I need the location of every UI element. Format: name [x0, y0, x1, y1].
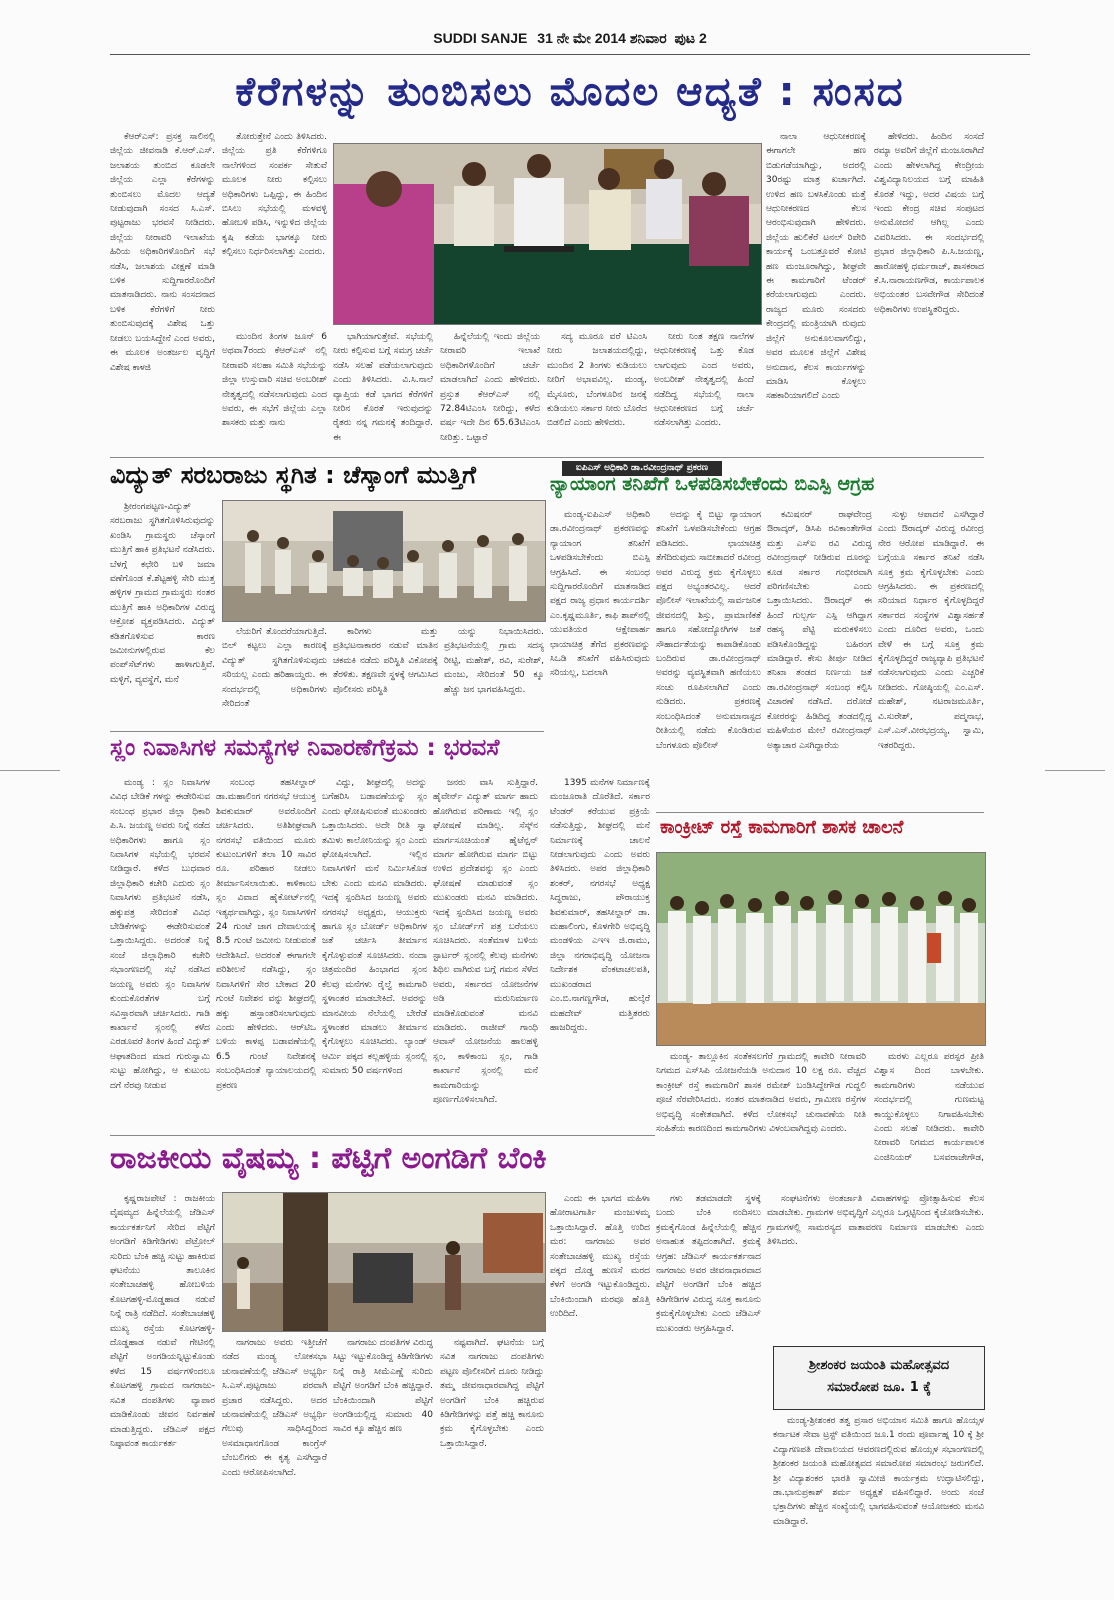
- story3-column-2: ಅದನ್ನು ಕೈ ಬಿಟ್ಟು ನ್ಯಾಯಾಂಗ ತನಿಖೆಗೆ ಒಳಪಡಿಸಬೇಕೆಂದು ಆಗ್ರಹ ಪಡಿಸಿದರು. ಛಾಯಾಚಿತ್ರ ತೆಗೆದಿರುವುದು ಸಾಬೀತಾದರೆ ರವೀಂದ್ರ ಅವರ ವಿರುದ್ಧ ಕ್ರಮ ಕೈಗೊಳ್ಳಲು ಪಕ್ಷದ ಅಭ್ಯಂತರವಿಲ್ಲ. ಆದರೆ ಪೊಲೀಸ್ ಇಲಾಖೆಯಲ್ಲಿ ಸಾರ್ವಜನಿಕ ಜೀವನದಲ್ಲಿ ಶಿಸ್ತು, ಪ್ರಾಮಾಣಿಕತೆ ಹಾಗೂ ಸಹೋದ್ಯೋಗಿಗಳ ಜತೆ ಸೌಹಾರ್ದತೆಯನ್ನು ಕಾಪಾಡಿಕೊಂಡು ಬಂದಿರುವ ಡಾ.ರವೀಂದ್ರನಾಥ್ ಅವರನ್ನು ವ್ಯವಸ್ಥಿತವಾಗಿ ಹಣಿಯಲು ಸಂಚು ರೂಪಿಸಲಾಗಿದೆ ಎಂದು ನುಡಿದರು. ಪ್ರಕರಣಕ್ಕೆ ಸಂಬಂಧಿಸಿದಂತೆ ಅನುಮಾನಾಸ್ಪದ ರೀತಿಯಲ್ಲಿ ನಡೆದು ಕೊಂಡಿರುವ ಬೆಂಗಳೂರು ಪೊಲೀಸ್: [656, 510, 761, 751]
- masthead-rule: [110, 54, 1030, 55]
- story3-column-1: ಮಂಡ್ಯ-ಐಪಿಎಸ್ ಅಧಿಕಾರಿ ಡಾ.ರವೀಂದ್ರನಾಥ್ ಪ್ರಕರಣವನ್ನು ನ್ಯಾಯಾಂಗ ತನಿಖೆಗೆ ಒಳಪಡಿಸಬೇಕೆಂದು ಬಿಎಸ್ಪಿ ಆಗ್ರಹಿಸಿದೆ. ಈ ಸಂಬಂಧ ಸುದ್ದಿಗಾರರೊಂದಿಗೆ ಮಾತನಾಡಿದ ಪಕ್ಷದ ರಾಜ್ಯ ಪ್ರಧಾನ ಕಾರ್ಯದರ್ಶಿ ಎಂ.ಕೃಷ್ಣಮೂರ್ತಿ, ಕಾಫಿ ಶಾಪ್‌ನಲ್ಲಿ ಯುವತಿಯರ ಆಕ್ಷೇಪಾರ್ಹ ಛಾಯಾಚಿತ್ರ ತೆಗೆದ ಪ್ರಕರಣವನ್ನು ಸಿಒಡಿ ತನಿಖೆಗೆ ವಹಿಸಿರುವುದು ಸರಿಯಲ್ಲ, ಬದಲಾಗಿ: [550, 510, 650, 679]
- story6-column-5: ಎಂದು ಈ ಭಾಗದ ಮಹಿಳಾ ಹೋರಾಟಗಾರ್ತಿ ಮಂಜುಳಮ್ಮ ಒತ್ತಾಯಿಸಿದ್ದಾರೆ. ಹೊತ್ತಿ ಉರಿದ ಮರ: ನಾಗರಾಜು ಅವರ ಸಂತೇಬಾಚಹಳ್ಳಿ ಮುಖ್ಯ ರಸ್ತೆಯ ಪಕ್ಕದ ದೊಡ್ಡ ಹುಣಸೆ ಮರದ ಕೆಳಗೆ ಅಂಗಡಿ ಇಟ್ಟುಕೊಂಡಿದ್ದರು. ಬೆಂಕಿಯಿಂದಾಗಿ ಮರವೂ ಹೊತ್ತಿ ಉರಿದಿದೆ.: [550, 1194, 650, 1320]
- story1-column-2: ತೋರುತ್ತೇನೆ ಎಂದು ತಿಳಿಸಿದರು. ಜಿಲ್ಲೆಯ ಪ್ರತಿ ಕೆರೆಗಳಿಗೂ ನಾಲೆಗಳಿಂದ ಸಂಪರ್ಕ ಸೇತುವೆ ಮೂಲಕ ನೀರು ಕಲ್ಪಿಸಲು ಅಧಿಕಾರಿಗಳು ಒಪ್ಪಿದ್ದು, ಈ ಹಿಂದಿನ ಬಿಸಿಲು ಸಭೆಯಲ್ಲಿ ಮಳವಳ್ಳಿ ಹೋಬಳಿ ಪಡಿಸಿ, ಇನ್ನುಳಿದ ಜಿಲ್ಲೆಯ ಕೃಷಿ ಕಡೆಯ ಭಾಗಕ್ಕೂ ನೀರು ಕಲ್ಪಿಸಲು ನಿರ್ಧರಿಸಲಾಗಿತ್ತು ಎಂದರು.: [222, 132, 327, 258]
- story1-column-5: ಸದ್ಯ ಮೂರೂ ವರೆ ಟಿಎಂಸಿ ನೀರು ಜಲಾಶಯದಲ್ಲಿದ್ದು, ಮುಂದಿನ 2 ತಿಂಗಳು ಕುಡಿಯಲು ನೀರಿಗೆ ಅಭಾವವಿಲ್ಲ. ಮಂಡ್ಯ, ಮೈಸೂರು, ಬೆಂಗಳೂರಿನ ಜನಕ್ಕೆ ಕುಡಿಯಲು ಸರ್ಕಾರ ನೀರು ಬೊರೆದ ಬಿಡಲಿದೆ ಎಂದು ಹೇಳಿದರು.: [547, 332, 647, 429]
- paper-name: SUDDI SANJE: [433, 30, 528, 46]
- burnt-shop-photo: [222, 1192, 546, 1332]
- story1-column-6: ನೀರು ನಿಂತ ತಕ್ಷಣ ನಾಲೆಗಳ ಆಧುನೀಕರಣಕ್ಕೆ ಒತ್ತು ಕೊಡ ಲಾಗುವುದು ಎಂದ ಅವರು, ಅಂಬರೀಶ್ ನೇತೃತ್ವದಲ್ಲಿ ಹಿಂದೆ ನಡೆದಿದ್ದ ಸಭೆಯಲ್ಲಿ ನಾಲಾ ಆಧುನೀಕರಣದ ಬಗ್ಗೆ ಚರ್ಚೆ ನಡೆಸಲಾಗಿತ್ತು ಎಂದರು.: [654, 332, 754, 429]
- right-margin-rule: [1045, 770, 1105, 771]
- story4-column-2: ಸಂಬಂಧ ತಹಸೀಲ್ದಾರ್ ಡಾ.ಮಹಾಲಿಂಗ ನಗರಸಭೆ ಆಯುಕ್ತ ಶಿವಕುಮಾರ್ ಅವರೊಂದಿಗೆ ಚರ್ಚಿಸಿದರು. ಅತಿಶೀಘ್ರವಾಗಿ ನಗರಸಭೆ ವತಿಯಿಂದ ಮೂರು ಕುಟುಂಬಗಳಿಗೆ ತಲಾ 10 ಸಾವಿರ ರೂ. ಪರಿಹಾರ ನೀಡಲು ತೀರ್ಮಾನಿಸಲಾಯಿತು. ಕಾಳಿಕಾಂಬ ಸ್ಲಂ ವಿವಾದ ಹೈಕೋರ್ಟ್‌ನಲ್ಲಿ ಇತ್ಯರ್ಥವಾಗಿದ್ದು, ಸ್ಲಂ ನಿವಾಸಿಗಳಿಗೆ 24 ಗುಂಟೆ ಜಾಗ ದೇವಾಲಯಕ್ಕೆ 8.5 ಗುಂಟೆ ಜಮೀನು ನೀಡುವಂತೆ ಆದೇಶಿಸಿದೆ. ಅದರಂತೆ ಈಗಾಗಲೇ ಪರಿಶೀಲನೆ ನಡೆಸಿದ್ದು, ಸ್ಲಂ ನಿವಾಸಿಗಳಿಗೆ ಸೇರ ಬೇಕಾದ 20 ಗುಂಟೆ ನಿವೇಶನ ವನ್ನು ಶೀಘ್ರದಲ್ಲಿ ಹಕ್ಕು ಹಸ್ತಾಂತರಿಸಲಾಗುವುದು ಎಂದು ಹೇಳಿದರು. ಆರ್‌ಟಿಒ ಬಳಿಯ ಕಾಳಪ್ಪ ಬಡಾವಣೆಯಲ್ಲಿ 6.5 ಗುಂಟೆ ನಿವೇಶನಕ್ಕೆ ಸಂಬಂಧಿಸಿದಂತೆ ನ್ಯಾಯಾಲಯದಲ್ಲಿ ಪ್ರಕರಣ: [216, 778, 316, 1091]
- story1-column-7: ನಾಲಾ ಆಧುನೀಕರಣಕ್ಕೆ ಈಗಾಗಲೇ ಹಣ ಬಿಡುಗಡೆಯಾಗಿದ್ದು, ಅದರಲ್ಲಿ 30ರಷ್ಟು ಮಾತ್ರ ಖರ್ಚಾಗಿದೆ. ಉಳಿದ ಹಣ ಬಳಸಿಕೊಂಡು ಮತ್ತೆ ಆಧುನೀಕರಣದ ಕೆಲಸ ಆರಂಭಿಸುವುದಾಗಿ ಹೇಳಿದರು. ಜಿಲ್ಲೆಯ ಹುಲಿಕೆರೆ ಟನಲ್ ರಿಪೇರಿ ಕಾರ್ಯಕ್ಕೆ ಒಂಬತ್ತೂವರೆ ಕೋಟಿ ಹಣ ಮಂಜೂರಾಗಿದ್ದು, ಶೀಘ್ರವೇ ಈ ಕಾಮಗಾರಿಗೆ ಟೆಂಡರ್ ಕರೆಯಲಾಗುವುದು ಎಂದರು. ರಾಜ್ಯದ ಮೂರು ಸಂಸದರು ಕೇಂದ್ರದಲ್ಲಿ ಮಂತ್ರಿಯಾಗಿ ರುವುದು ಜಿಲ್ಲೆಗೆ ಅನುಕೂಲವಾಗಲಿದ್ದು, ಅವರ ಮೂಲಕ ಜಿಲ್ಲೆಗೆ ವಿಶೇಷ ಅನುದಾನ, ಕೆಲಸ ಕಾರ್ಯಗಳನ್ನು ಮಾಡಿಸಿ ಕೊಳ್ಳಲು ಸಹಕಾರಿಯಾಗಲಿದೆ ಎಂದು: [766, 132, 866, 402]
- masthead: [110, 30, 1030, 52]
- story3-kicker: ಐಪಿಎಸ್ ಅಧಿಕಾರಿ ಡಾ.ರವೀಂದ್ರನಾಥ್ ಪ್ರಕರಣ: [562, 461, 722, 476]
- press-meet-photo: [333, 143, 762, 325]
- story1-column-4: ಹಿನ್ನೆಲೆಯಲ್ಲಿ ಇಂದು ಜಿಲ್ಲೆಯ ನೀರಾವರಿ ಇಲಾಖೆ ಅಧಿಕಾರಿಗಳೊಂದಿಗೆ ಚರ್ಚೆ ಮಾಡಲಾಗಿದೆ ಎಂದು ಹೇಳಿದರು. ಪ್ರಸ್ತುತ ಕೆಆರ್‌ಎಸ್ ನಲ್ಲಿ 72.84ಟಿಎಂಸಿ ನೀರಿದ್ದು, ಕಳೆದ ವರ್ಷ ಇದೇ ದಿನ 65.63ಟಿಎಂಸಿ ನೀರಿತ್ತು. ಒಟ್ಟಾರೆ: [440, 332, 540, 443]
- story6-column-6: ಗಳು ತಡಮಾಡದೇ ಸ್ಥಳಕ್ಕೆ ಬಂದು ಬೆಂಕಿ ನಂದಿಸಲು ಕ್ರಮಕೈಗೊಂಡ ಹಿನ್ನೆಲೆಯಲ್ಲಿ ಹೆಚ್ಚಿನ ಅನಾಹುತ ತಪ್ಪಿದಂತಾಗಿದೆ. ಕ್ರಮಕ್ಕೆ ಆಗ್ರಹ: ಜೆಡಿಎಸ್ ಕಾರ್ಯಕರ್ತನಾದ ನಾಗರಾಜು ಅವರ ಜೀವನಾಧಾರವಾದ ಪೆಟ್ಟಿಗೆ ಅಂಗಡಿಗೆ ಬೆಂಕಿ ಹಚ್ಚಿದ ಕಿಡಿಗೇಡಿಗಳ ವಿರುದ್ಧ ಸೂಕ್ತ ಕಾನೂನು ಕ್ರಮಕೈಗೊಳ್ಳಬೇಕು ಎಂದು ಜೆಡಿಎಸ್ ಮುಖಂಡರು ಆಗ್ರಹಿಸಿದ್ದಾರೆ.: [656, 1194, 761, 1334]
- story3-headline: ನ್ಯಾಯಾಂಗ ತನಿಖೆಗೆ ಒಳಪಡಿಸಬೇಕೆಂದು ಬಿಎಸ್ಪಿ ಆಗ್ರಹ: [550, 474, 875, 495]
- story1-column-3: ಭಾಗಿಯಾಗುತ್ತೇವೆ. ಸಭೆಯಲ್ಲಿ ನೀರು ಕಲ್ಪಿಸುವ ಬಗ್ಗೆ ಸಮಗ್ರ ಚರ್ಚೆ ನಡೆಸಿ ಸಲಹೆ ಪಡೆಯಲಾಗುವುದು ಎಂದು ತಿಳಿಸಿದರು. ವಿ.ಸಿ.ನಾಲೆ ವ್ಯಾಪ್ತಿಯ ಕಡೆ ಭಾಗದ ಕೆರೆಗಳಿಗೆ ನೀರಿನ ಕೊರತೆ ಇರುವುದನ್ನು ರೈತರು ನನ್ನ ಗಮನಕ್ಕೆ ತಂದಿದ್ದಾರೆ. ಈ: [333, 332, 433, 443]
- story2-column-3: ಕಾರಿಗಳು ಮತ್ತು ಪ್ರತಿಭಟನಾಕಾರರ ನಡುವೆ ಮಾತಿನ ಚಕಮಕಿ ನಡೆದು ಪರಿಸ್ಥಿತಿ ವಿಕೋಪಕ್ಕೆ ತೆರಳಿತು. ತಕ್ಷಣವೇ ಸ್ಥಳಕ್ಕೆ ಆಗಮಿಸಿದ ಪೊಲೀಸರು ಪರಿಸ್ಥಿತಿ: [333, 627, 438, 695]
- story6-column-7: ಸಂಘಟನೆಗಳು ಅಂತರ್ಜಾತಿ ವಿವಾಹಗಳನ್ನು ಪ್ರೋತ್ಸಾಹಿಸುವ ಕೆಲಸ ಮಾಡಬೇಕು. ಗ್ರಾಮಗಳ ಅಭಿವೃದ್ಧಿಗೆ ಎಲ್ಲರೂ ಒಗ್ಗಟ್ಟಿನಿಂದ ಕೈಜೋಡಿಸಬೇಕು. ಗ್ರಾಮಗಳಲ್ಲಿ ಸಾಮರಸ್ಯದ ವಾತಾವರಣ ನಿರ್ಮಾಣ ಮಾಡಬೇಕು ಎಂದು ತಿಳಿಸಿದರು.: [767, 1194, 984, 1248]
- divider-1: [110, 457, 984, 458]
- story4-column-3: ವಿದ್ದು, ಶೀಘ್ರದಲ್ಲಿ ಅದನ್ನು ಬಗೆಹರಿಸಿ ಬಡಾವಣೆಯನ್ನು ಸ್ಲಂ ಎಂದು ಘೋಷಿಸುವಂತೆ ಮುಖಂಡರು ಒತ್ತಾಯಿಸಿದರು. ಅದೇ ರೀತಿ ಸ್ವಾ ತಮಿಳು ಕಾಲೋನಿಯನ್ನು ಸ್ಲಂ ಎಂದು ಘೋಷಿಸಲಾಗಿದೆ. ಇಲ್ಲಿನ ನಿವಾಸಿಗಳಿಗೆ ಮನೆ ನಿರ್ಮಿಸಿಕೊಡ ಬೇಕು ಎಂದು ಮನವಿ ಮಾಡಿದರು. ಇದಕ್ಕೆ ಸ್ಪಂದಿಸಿದ ಜಯಣ್ಣ ಅವರು ನಗರಸಭೆ ಅಧ್ಯಕ್ಷರು, ಆಯುಕ್ತರು ಹಾಗೂ ಸ್ಲಂ ಬೋರ್ಡ್ ಅಧಿಕಾರಿಗಳ ಜತೆ ಚರ್ಚಿಸಿ ತೀರ್ಮಾನ ಕೈಗೊಳ್ಳುವಂತೆ ಸೂಚಿಸಿದರು. ನಂದಾ ಚಿತ್ರಮಂದಿರ ಹಿಂಭಾಗದ ಸ್ಲಂನ ಕೆಲವು ಮನೆಗಳು ರೈಲ್ವೆ ಕಾಮಗಾರಿ ಸ್ಥಳಾಂತರ ಮಾಡಬೇಕಿದೆ. ಅವರನ್ನು ಮಾನವೀಯ ನೆಲೆಯಲ್ಲಿ ಬೇರೆಡೆ ಸ್ಥಳಾಂತರ ಮಾಡಲು ತೀರ್ಮಾನ ಕೈಗೊಳ್ಳಲು ಸೂಚಿಸಿದರು. ಲ್ಯಾಂಡ್ ಆರ್ಮಿ ಪಕ್ಕದ ಕಲ್ಲಹಳ್ಳಿಯ ಸ್ಲಂನಲ್ಲಿ ಸುಮಾರು 50 ವರ್ಷಗಳಿಂದ: [322, 778, 427, 1077]
- story6-column-1: ಕೃಷ್ಣರಾಜಪೇಟೆ : ರಾಜಕೀಯ ವೈಷಮ್ಯದ ಹಿನ್ನೆಲೆಯಲ್ಲಿ ಜೆಡಿಎಸ್ ಕಾರ್ಯಕರ್ತನಿಗೆ ಸೇರಿದ ಪೆಟ್ಟಿಗೆ ಅಂಗಡಿಗೆ ಕಿಡಿಗೇಡಿಗಳು ಪೆಟ್ರೋಲ್ ಸುರಿದು ಬೆಂಕಿ ಹಚ್ಚಿ ಸುಟ್ಟು ಹಾಕಿರುವ ಘಟನೆಯು ತಾಲೂಕಿನ ಸಂತೇಬಾಚಹಳ್ಳಿ ಹೋಬಳಿಯ ಕೊಟಗಹಳ್ಳಿ-ಮೊಡ್ಡಹಾಡ ನಡುವೆ ನಿನ್ನೆ ರಾತ್ರಿ ನಡೆದಿದೆ. ಸಂತೇಬಾಚಹಳ್ಳಿ ಮುಖ್ಯ ರಸ್ತೆಯ ಕೊಟಗಹಳ್ಳಿ-ದೊಡ್ಡಹಾಡ ನಡುವೆ ಗೇಟಿನಲ್ಲಿ ಪೆಟ್ಟಿಗೆ ಅಂಗಡಿಯನ್ನಿಟ್ಟುಕೊಂಡು ಕಳೆದ 15 ವರ್ಷಗಳಿಂದಲೂ ಕೊಟಗಹಳ್ಳಿ ಗ್ರಾಮದ ನಾಗರಾಜು-ಸವಿತ ದಂಪತಿಗಳು ವ್ಯಾಪಾರ ಮಾಡಿಕೊಂಡು ಜೀವನ ನಿರ್ವಹಣೆ ಮಾಡುತ್ತಿದ್ದರು. ಜೆಡಿಎಸ್ ಪಕ್ಷದ ನಿಷ್ಠಾವಂತ ಕಾರ್ಯಕರ್ತ: [110, 1194, 215, 1449]
- story5-headline: ಕಾಂಕ್ರೀಟ್ ರಸ್ತೆ ಕಾಮಗಾರಿಗೆ ಶಾಸಕ ಚಾಲನೆ: [660, 818, 904, 838]
- page-number: ಪುಟ 2: [674, 30, 707, 46]
- story1-column-1: ಕೆಆರ್‌ಎಸ್: ಪ್ರಸಕ್ತ ಸಾಲಿನಲ್ಲಿ ಜಿಲ್ಲೆಯ ಜೀವನಾಡಿ ಕೆ.ಆರ್.ಎಸ್. ಜಲಾಶಯ ತುಂಬಿದ ಕೂಡಲೇ ಜಿಲ್ಲೆಯ ಎಲ್ಲಾ ಕೆರೆಗಳನ್ನು ತುಂಬಿಸಲು ಮೊದಲ ಆದ್ಯತೆ ನೀಡುವುದಾಗಿ ಸಂಸದ ಸಿ.ಎಸ್. ಪುಟ್ಟರಾಜು ಭರವಸೆ ನೀಡಿದರು. ಜಿಲ್ಲೆಯ ನೀರಾವರಿ ಇಲಾಖೆಯ ಹಿರಿಯ ಅಧಿಕಾರಿಗಳೊಂದಿಗೆ ಸಭೆ ನಡೆಸಿ, ಜಲಾಶಯ ವೀಕ್ಷಣೆ ಮಾಡಿ ಬಳಿಕ ಸುದ್ದಿಗಾರರೊಂದಿಗೆ ಮಾತನಾಡಿದರು. ನಾನು ಸಂಸದನಾದ ಬಳಿಕ ಕೆರೆಗಳಿಗೆ ನೀರು ತುಂಬಿಸುವುದಕ್ಕೆ ವಿಶೇಷ ಒತ್ತು ನೀಡಲು ಬಯಸಿದ್ದೇನೆ ಎಂದ ಅವರು, ಈ ಮೂಲಕ ಅಂತರ್ಜಲ ವೃದ್ಧಿಗೆ ವಿಶೇಷ ಕಾಳಜಿ: [110, 132, 215, 373]
- story2-column-1: ಶ್ರೀರಂಗಪಟ್ಟಣ-ವಿದ್ಯುತ್ ಸರಬರಾಜು ಸ್ಥಗಿತಗೊಳಿಸಿರುವುದನ್ನು ಖಂಡಿಸಿ ಗ್ರಾಮಸ್ಥರು ಚೆಸ್ಕಾಂಗೆ ಮುತ್ತಿಗೆ ಹಾಕಿ ಪ್ರತಿಭಟನೆ ನಡೆಸಿದರು. ಬೆಳಗ್ಗೆ ಕಛೇರಿ ಬಳಿ ಜಮಾ ವಣೆಗೊಂಡ ಕೆ.ಶೆಟ್ಟಹಳ್ಳಿ ಸೇರಿ ಮುತ್ತ ಹಳ್ಳಿಗಳ ಗ್ರಾಮದ ಗ್ರಾಮಸ್ಥರು ನಂತರ ಮುತ್ತಿಗೆ ಹಾಕಿ ಅಧಿಕಾರಿಗಳ ವಿರುದ್ಧ ಆಕ್ರೋಶ ವ್ಯಕ್ತಪಡಿಸಿದರು. ವಿದ್ಯುತ್ ಕಡಿತಗೊಳಿಸುವ ಕಾರಣ ಜಮೀನುಗಳಲ್ಲಿರುವ ಕೆಲ ಪಂಪ್‌ಸೆಟ್‌ಗಳು ಹಾಳಾಗುತ್ತಿವೆ. ಮಳ್ಳಿಗೆ, ವ್ಯವಸ್ಥೆಗೆ, ಮನೆ: [110, 502, 215, 685]
- issue-date: 31 ನೇ ಮೇ 2014 ಶನಿವಾರ: [537, 30, 667, 46]
- story4-column-5: 1395 ಮನೆಗಳ ನಿರ್ಮಾಣಕ್ಕೆ ಮಂಜೂರಾತಿ ದೊರೆತಿದೆ. ಸರ್ಕಾರ ಟೆಂಡರ್ ಕರೆಯುವ ಪ್ರಕ್ರಿಯೆ ನಡೆಸುತ್ತಿದ್ದು, ಶೀಘ್ರದಲ್ಲಿ ಮನೆ ನಿರ್ಮಾಣಕ್ಕೆ ಚಾಲನೆ ನೀಡಲಾಗುವುದು ಎಂದು ಅವರು ತಿಳಿಸಿದರು. ಅಪರ ಜಿಲ್ಲಾಧಿಕಾರಿ ಶಂಕರ್, ನಗರಸಭೆ ಅಧ್ಯಕ್ಷ ಸಿದ್ಧರಾಜು, ಪೌರಾಯುಕ್ತ ಶಿವಕುಮಾರ್, ತಹಸೀಲ್ದಾರ್ ಡಾ. ಮಹಾಲಿಂಗು, ಕೊಳಗೇರಿ ಅಭಿವೃದ್ಧಿ ಮಂಡಳಿಯ ಎಇಇ ಜಿ.ರಾಮು, ಜಿಲ್ಲಾ ನಗರಾಭಿವೃದ್ಧಿ ಯೋಜನಾ ನಿರ್ದೇಶಕ ವೆಂಕಟಾಚಲಪತಿ, ಮುಖಂಡರಾದ ಎಂ.ಬಿ.ನಾಗಣ್ಣಗೌಡ, ಹುಲ್ಕೆರೆ ಮಹದೇವ್ ಮತ್ತಿತರರು ಹಾಜರಿದ್ದರು.: [550, 778, 650, 1033]
- road-work-photo: [656, 852, 986, 1046]
- divider-3: [656, 812, 984, 813]
- story1-column-8: ಹೇಳಿದರು. ಹಿಂದಿನ ಸಂಸದೆ ರಮ್ಯಾ ಅವರಿಗೆ ಜಿಲ್ಲೆಗೆ ಮಂಜೂರಾಗಿದೆ ಎಂದು ಹೇಳಲಾಗಿದ್ದ ಕೇಂದ್ರೀಯ ವಿಶ್ವವಿದ್ಯಾನಿಲಯದ ಬಗ್ಗೆ ಮಾಹಿತಿ ಕೊರತೆ ಇದ್ದು, ಅದರ ವಿಷಯ ಬಗ್ಗೆ ಇಂದು ಕೇಂದ್ರ ಸಚಿವ ಸಂಪುಟದ ಅನುಮೋದನೆ ಆಗಿಲ್ಲ ಎಂದು ವಿವರಿಸಿದರು. ಈ ಸಂದರ್ಭದಲ್ಲಿ ಪ್ರಭಾರ ಜಿಲ್ಲಾಧಿಕಾರಿ ಪಿ.ಸಿ.ಜಯಣ್ಣ, ಹಾರೋಹಳ್ಳಿ ಧರ್ಮರಾಜ್, ಶಾಸಕರಾದ ಕೆ.ಸಿ.ನಾರಾಯಣಗೌಡ, ಕಾರ್ಯಪಾಲಕ ಅಭಿಯಂತರ ಬಸವೇಗೌಡ ಸೇರಿದಂತೆ ಅಧಿಕಾರಿಗಳು ಉಪಸ್ಥಿತರಿದ್ದರು.: [874, 132, 984, 315]
- story3-column-4: ಸುಳ್ಳು ಆಪಾದನೆ ಎಸಗಿದ್ದಾರೆ ಎಂದು ಔರಾದ್ಕರ್ ವಿರುದ್ಧ ರವೀಂದ್ರ ನೇರ ಆರೋಪ ಮಾಡಿದ್ದಾರೆ. ಈ ಬಗ್ಗೆಯೂ ಸರ್ಕಾರ ತನಿಖೆ ನಡೆಸಿ ಸೂಕ್ತ ಕ್ರಮ ಕೈಗೊಳ್ಳಬೇಕು ಎಂದು ಆಗ್ರಹಿಸಿದರು. ಈ ಪ್ರಕರಣದಲ್ಲಿ ಸರಿಯಾದ ನಿರ್ಧಾರ ಕೈಗೊಳ್ಳದಿದ್ದರೆ ಸರ್ಕಾರದ ಸಂಸ್ಥೆಗಳ ವಿಶ್ವಾಸರ್ಹತೆ ಎಂದು ದೂರಿದ ಅವರು, ಒಂದು ವೇಳೆ ಈ ಬಗ್ಗೆ ಸೂಕ್ತ ಕ್ರಮ ಕೈಗೊಳ್ಳದಿದ್ದರೆ ರಾಜ್ಯವ್ಯಾಪಿ ಪ್ರತಿಭಟನೆ ನಡೆಸಲಾಗುವುದು ಎಂದು ಎಚ್ಚರಿಕೆ ನೀಡಿದರು. ಗೋಷ್ಠಿಯಲ್ಲಿ ಎಂ.ಎಸ್. ಮಹೇಶ್, ನಟರಾಜಮೂರ್ತಿ, ವಿ.ಸುರೇಶ್, ಪದ್ಮನಾಭ, ಎಸ್.ಎಸ್.ವೀರಭದ್ರಯ್ಯ, ಸ್ವಾಮಿ, ಇತರರಿದ್ದರು.: [878, 510, 984, 751]
- story1-column-2b: ಮುಂದಿನ ತಿಂಗಳ ಜೂನ್ 6 ಅಥವಾ7ರಂದು ಕೆಆರ್‌ಎಸ್ ನಲ್ಲಿ ನೀರಾವರಿ ಸಲಹಾ ಸಮಿತಿ ಸಭೆಯನ್ನು ಜಿಲ್ಲಾ ಉಸ್ತುವಾರಿ ಸಚಿವ ಅಂಬರೀಶ್ ನೇತೃತ್ವದಲ್ಲಿ ನಡೆಸಲಾಗುವುದು ಎಂದ ಅವರು, ಈ ಸಭೆಗೆ ಜಿಲ್ಲೆಯ ಎಲ್ಲಾ ಶಾಸಕರು ಮತ್ತು ನಾನು: [222, 332, 327, 429]
- story3-column-3: ಕಮಿಷನರ್ ರಾಘವೇಂದ್ರ ಔರಾದ್ಕರ್, ಡಿಸಿಪಿ ರವಿಕಾಂತೇಗೌಡ ಮತ್ತು ಎಸ್‌ಐ ರವಿ ವಿರುದ್ಧ ರವೀಂದ್ರನಾಥ್ ನೀಡಿರುವ ದೂರನ್ನು ಕೂಡ ಸರ್ಕಾರ ಗಂಭೀರವಾಗಿ ಪರಿಗಣಿಸಬೇಕು ಎಂದು ಒತ್ತಾಯಿಸಿದರು. ಔರಾದ್ಕರ್ ಈ ಹಿಂದೆ ಗುಲ್ಬರ್ಗ ಎಸ್ಪಿ ಆಗಿದ್ದಾಗ ರಹಸ್ಯ ಪೆಟ್ಟಿ ಮರುಕಳಿಸಲು ಪಡಿಸಿಕೊಂಡಿದ್ದನ್ನು ಬಹಿರಂಗ ಮಾಡಿದ್ದಾರೆ. ಕೇಸು ತೀರ್ಪು ನೀಡಿದ ತನಿಖಾ ತಂಡದ ನಿರ್ಣಯ ಜತೆ ಡಾ.ರವೀಂದ್ರನಾಥ್ ಸಂಬಂಧ ಕಲ್ಪಿಸಿ ವಿಚಾರಣೆ ನಡೆಸಿದೆ. ದರೋಡೆ ಕೋರರನ್ನು ಹಿಡಿದಿದ್ದ ತಂಡದಲ್ಲಿದ್ದ ಮಹಿಳೆಯರ ಮೇಲೆ ರವೀಂದ್ರನಾಥ್ ಅತ್ಯಾಚಾರ ಎಸಗಿದ್ದಾರೆಯ: [767, 510, 872, 751]
- story1-headline: ಕೆರೆಗಳನ್ನು ತುಂಬಿಸಲು ಮೊದಲ ಆದ್ಯತೆ : ಸಂಸದ: [235, 70, 905, 115]
- story6-column-3: ನಾಗರಾಜು ದಂಪತಿಗಳ ವಿರುದ್ಧ ಸಿಟ್ಟು ಇಟ್ಟುಕೊಂಡಿದ್ದ ಕಿಡಿಗೇಡಿಗಳು ನಿನ್ನೆ ರಾತ್ರಿ ಸೀಮೆಎಣ್ಣೆ ಸುರಿದು ಪೆಟ್ಟಿಗೆ ಅಂಗಡಿಗೆ ಬೆಂಕಿ ಹಚ್ಚಿದ್ದಾರೆ. ಬೆಂಕಿಯಿಂದಾಗಿ ಪೆಟ್ಟಿಗೆ ಅಂಗಡಿಯಲ್ಲಿದ್ದ ಸುಮಾರು 40 ಸಾವಿರ ಕ್ಕೂ ಹೆಚ್ಚಿನ ಹಣ: [333, 1338, 433, 1435]
- story6-column-2: ನಾಗರಾಜು ಅವರು ಇತ್ತೀಚೆಗೆ ನಡೆದ ಮಂಡ್ಯ ಲೋಕಸಭಾ ಚುನಾವಣೆಯಲ್ಲಿ ಜೆಡಿಎಸ್ ಅಭ್ಯರ್ಥಿ ಸಿ.ಎಸ್.ಪುಟ್ಟರಾಜು ಪರವಾಗಿ ಪ್ರಚಾರ ನಡೆಸಿದ್ದರು. ಅದರ ಚುನಾವಣೆಯಲ್ಲಿ ಜೆಡಿಎಸ್ ಅಭ್ಯರ್ಥಿ ಗೆಲುವು ಸಾಧಿಸಿದ್ದರಿಂದ ಅಸಮಾಧಾನಗೊಂಡ ಕಾಂಗ್ರೆಸ್ ಬೆಂಬಲಿಗರು ಈ ಕೃತ್ಯ ಎಸಗಿದ್ದಾರೆ ಎಂದು ಆರೋಪಿಸಲಾಗಿದೆ.: [222, 1338, 327, 1478]
- story7-body: ಮಂಡ್ಯ-ಶ್ರೀಶಂಕರ ತತ್ವ ಪ್ರಸಾರ ಅಭಿಯಾನ ಸಮಿತಿ ಹಾಗೂ ಹೊಯ್ಸಳ ಕರ್ನಾಟಕ ಸೇವಾ ಟ್ರಸ್ಟ್ ವತಿಯಿಂದ ಜೂ.1 ರಂದು ಪೂರ್ವಾಹ್ನ 10 ಕ್ಕೆ ಶ್ರೀ ವಿದ್ಯಾಗಣಪತಿ ದೇವಾಲಯದ ಆವರಣದಲ್ಲಿರುವ ಹೊಯ್ಸಳ ಸಭಾಂಗಣದಲ್ಲಿ ಶ್ರೀಶಂಕರ ಜಯಂತಿ ಮಹೋತ್ಸವದ ಸಮಾರೋಪ ಸಮಾರಂಭ ಜರುಗಲಿದೆ. ಶ್ರೀ ವಿದ್ಯಾಶಂಕರ ಭಾರತಿ ಸ್ವಾಮೀಜಿ ಕಾರ್ಯಕ್ರಮ ಉದ್ಘಾಟಿಸಲಿದ್ದು, ಡಾ.ಭಾನುಪ್ರಕಾಶ್ ಶರ್ಮ ಅಧ್ಯಕ್ಷತೆ ವಹಿಸಲಿದ್ದಾರೆ. ಅಂದು ಸಂಜೆ ಭಕ್ತಾದಿಗಳು ಹೆಚ್ಚಿನ ಸಂಖ್ಯೆಯಲ್ಲಿ ಭಾಗವಹಿಸುವಂತೆ ಆಯೋಜಕರು ಮನವಿ ಮಾಡಿದ್ದಾರೆ.: [773, 1416, 984, 1527]
- story7-headline-line1: ಶ್ರೀಶಂಕರ ಜಯಂತಿ ಮಹೋತ್ಸವದ: [808, 1358, 950, 1373]
- story7-headline-box: [773, 1346, 985, 1410]
- story6-column-4: ನಷ್ಟವಾಗಿದೆ. ಘಟನೆಯ ಬಗ್ಗೆ ಸವಿತ ನಾಗರಾಜು ದಂಪತಿಗಳು ಪಟ್ಟಣ ಪೊಲೀಸರಿಗೆ ದೂರು ನೀಡಿದ್ದು ತಮ್ಮ ಜೀವನಾಧಾರವಾಗಿದ್ದ ಪೆಟ್ಟಿಗೆ ಅಂಗಡಿಗೆ ಬೆಂಕಿ ಹಚ್ಚಿರುವ ಕಿಡಿಗೇಡಿಗಳನ್ನು ಪತ್ತೆ ಹಚ್ಚಿ ಕಾನೂನು ಕ್ರಮ ಕೈಗೊಳ್ಳಬೇಕು ಎಂದು ಒತ್ತಾಯಿಸಿದ್ದಾರೆ.: [440, 1338, 544, 1449]
- story5-column-1: ಮಂಡ್ಯ- ತಾಲ್ಲೂಕಿನ ಸಂತೆಕಸಲಗೆರೆ ಗ್ರಾಮದಲ್ಲಿ ಕಾವೇರಿ ನೀರಾವರಿ ನಿಗಮದ ಎಸ್‌ಸಿಪಿ ಯೋಜನೆಯಡಿ ಅನುದಾನ 10 ಲಕ್ಷ ರೂ. ವೆಚ್ಚದ ಕಾಂಕ್ರೀಟ್ ರಸ್ತೆ ಕಾಮಗಾರಿಗೆ ಶಾಸಕ ರಮೇಶ್ ಬಂಡಿಸಿದ್ದೇಗೌಡ ಗುದ್ದಲಿ ಪೂಜೆ ನೆರವೇರಿಸಿದರು. ನಂತರ ಮಾತನಾಡಿದ ಅವರು, ಗ್ರಾಮೀಣ ರಸ್ತೆಗಳ ಅಭಿವೃದ್ಧಿ ಸಂಕೇತವಾಗಿದೆ. ಕಳೆದ ಲೋಕಸಭೆ ಚುನಾವಣೆಯ ನೀತಿ ಸಂಹಿತೆಯ ಕಾರಣದಿಂದ ಕಾಮಗಾರಿಗಳು ವಿಳಂಬವಾಗಿದ್ದವು ಎಂದರು.: [656, 1052, 866, 1135]
- divider-4: [110, 1135, 655, 1136]
- story2-column-4: ಯನ್ನು ನಿಭಾಯಿಸಿದರು. ಪ್ರತಿಭಟನೆಯಲ್ಲಿ ಗ್ರಾಮ ಸದಸ್ಯ ರೀಟ್ಟಿ, ಮಹೇಶ್, ರವಿ, ಸುರೇಶ್, ಮಂಜು, ಸೇರಿದಂತೆ 50 ಕ್ಕೂ ಹೆಚ್ಚು ಜನ ಭಾಗವಹಿಸಿದ್ದರು.: [444, 627, 544, 695]
- left-margin-rule: [0, 770, 60, 771]
- story4-column-4: ಜನರು ವಾಸಿ ಸುತ್ತಿದ್ದಾರೆ. ಹೈವೇರ್ನ್ ವಿದ್ಯುತ್ ಮಾರ್ಗ ಹಾದು ಹೋಗಿರುವ ಪರಿಣಾಮ ಇಲ್ಲಿ ಸ್ಲಂ ಘೋಷಣೆ ಮಾಡಿಲ್ಲ. ಸೆಸ್ಕ್‌ನ ಮಾರ್ಗಸೂಚಿಯಂತೆ ಹೈಟೆನ್ಷನ್ ಮಾರ್ಗ ಹೋಗಿರುವ ಮಾರ್ಗ ಬಿಟ್ಟು ಉಳಿದ ಪ್ರದೇಶವನ್ನು ಸ್ಲಂ ಎಂದು ಘೋಷಣೆ ಮಾಡುವಂತೆ ಸ್ಲಂ ಮುಖಂಡರು ಮನವಿ ಮಾಡಿದರು. ಇದಕ್ಕೆ ಸ್ಪಂದಿಸಿದ ಜಯಣ್ಣ ಅವರು ಸ್ಲಂ ಬೋರ್ಡ್‌ಗೆ ಪತ್ರ ಬರೆಯಲು ಸೂಚಿಸಿದರು. ಸಂತೆಮಾಳ ಬಳಿಯ ಸ್ಟಾರ್ಟರ್ ಸ್ಲಂನಲ್ಲಿ ಕೆಲವು ಮನೆಗಳು ಶಿಥಿಲ ವಾಗಿರುವ ಬಗ್ಗೆ ಗಮನ ಸೆಳೆದ ಅವರು, ಸರ್ಕಾರದ ಯೋಜನೆಗಳ ಅಡಿ ಮರುನಿರ್ಮಾಣ ಮಾಡಿಕೊಡುವಂತೆ ಮನವಿ ಮಾಡಿದರು. ರಾಜೀವ್ ಗಾಂಧಿ ಆವಾಸ್ ಯೋಜನೆಯ ಹಾಲಹಳ್ಳಿ ಸ್ಲಂ, ಕಾಳಿಕಾಂಬ ಸ್ಲಂ, ಗಾಡಿ ಕಾರ್ಖಾನೆ ಸ್ಲಂನಲ್ಲಿ ಮನೆ ಕಾಮಗಾರಿಯನ್ನು ಪೂರ್ಣಗೊಳಿಸಲಾಗಿದೆ.: [433, 778, 538, 1105]
- story6-headline: ರಾಜಕೀಯ ವೈಷಮ್ಯ : ಪೆಟ್ಟಿಗೆ ಅಂಗಡಿಗೆ ಬೆಂಕಿ: [110, 1142, 547, 1176]
- protest-photo: [222, 500, 546, 622]
- story4-column-1: ಮಂಡ್ಯ : ಸ್ಲಂ ನಿವಾಸಿಗಳ ವಿವಿಧ ಬೇಡಿಕೆ ಗಳನ್ನು ಈಡೇರಿಸುವ ಸಂಬಂಧ ಪ್ರಭಾರ ಜಿಲ್ಲಾ ಧಿಕಾರಿ ಪಿ.ಸಿ. ಜಯಣ್ಣ ಅವರು ನಿನ್ನೆ ನಡೆದ ಅಧಿಕಾರಿಗಳು ಹಾಗೂ ಸ್ಲಂ ನಿವಾಸಿಗಳ ಸಭೆಯಲ್ಲಿ ಭರವಸೆ ನೀಡಿದ್ದಾರೆ. ಕಳೆದ ಬುಧವಾರ ಜಿಲ್ಲಾಧಿಕಾರಿ ಕಚೇರಿ ಎದುರು ಸ್ಲಂ ನಿವಾಸಿಗಳು ಪ್ರತಿಭಟನೆ ನಡೆಸಿ, ಹಕ್ಕುಪತ್ರ ಸೇರಿದಂತೆ ವಿವಿಧ ಬೇಡಿಕೆಗಳನ್ನು ಈಡೇರಿಸುವಂತೆ ಒತ್ತಾಯಿಸಿದ್ದರು. ಅದರಂತೆ ನಿನ್ನೆ ಸಂಜೆ ಜಿಲ್ಲಾಧಿಕಾರಿ ಕಚೇರಿ ಸಭಾಂಗಣದಲ್ಲಿ ಸಭೆ ನಡೆಸಿದ ಜಯಣ್ಣ ಅವರು ಸ್ಲಂ ನಿವಾಸಿಗಳ ಕುಂದುಕೊರತೆಗಳ ಬಗ್ಗೆ ಸವಿಸ್ತಾರವಾಗಿ ಚರ್ಚಿಸಿದರು. ಗಾಡಿ ಕಾರ್ಖಾನೆ ಸ್ಲಂನಲ್ಲಿ ಕಳೆದ ಎರಡೂವರೆ ತಿಂಗಳ ಹಿಂದೆ ವಿದ್ಯುತ್ ಆಘಾತದಿಂದ ಮಾದ ಗುರುಸ್ವಾಮಿ ಸುಟ್ಟು ಹೋಗಿದ್ದು, ಆ ಕುಟುಂಬ ದಗೆ ನೆರವು ನೀಡುವ: [110, 778, 210, 1091]
- story7-headline-line2: ಸಮಾರೋಪ ಜೂ. 1 ಕ್ಕೆ: [827, 1380, 931, 1395]
- divider-2: [110, 731, 544, 732]
- story2-headline: ವಿದ್ಯುತ್ ಸರಬರಾಜು ಸ್ಥಗಿತ : ಚೆಸ್ಕಾಂಗೆ ಮುತ್ತಿಗೆ: [110, 462, 477, 489]
- story2-column-2: ಲೆಯರಿಗೆ ತೊಂದರೆಯಾಗುತ್ತಿದೆ. ಬಿಲ್ ಕಟ್ಟಲು ಎಲ್ಲಾ ಕಾರಣಕ್ಕೆ ವಿದ್ಯುತ್ ಸ್ಥಗಿತಗೊಳಿಸುವುದು ಸರಿಯಲ್ಲ ಎಂದು ಹರಿಹಾಯ್ದರು. ಈ ಸಂದರ್ಭದಲ್ಲಿ ಅಧಿಕಾರಿಗಳು ಸೇರಿದಂತೆ: [222, 627, 327, 710]
- story5-column-2: ಮರಳು ಎಲ್ಲರೂ ಪರಸ್ಪರ ಪ್ರೀತಿ ವಿಶ್ವಾಸ ದಿಂದ ಬಾಳಬೇಕು. ಕಾಮಗಾರಿಗಳು ನಡೆಯುವ ಸಂದರ್ಭದಲ್ಲಿ ಗುಣಮಟ್ಟ ಕಾಯ್ದುಕೊಳ್ಳಲು ನಿಗಾವಹಿಸಬೇಕು ಎಂದು ಸಲಹೆ ನೀಡಿದರು. ಕಾವೇರಿ ನೀರಾವರಿ ನಿಗಮದ ಕಾರ್ಯಪಾಲಕ ಎಂಜಿನಿಯರ್ ಬಸವರಾಜೇಗೌಡ,: [874, 1052, 984, 1163]
- story4-headline: ಸ್ಲಂ ನಿವಾಸಿಗಳ ಸಮಸ್ಯೆಗಳ ನಿವಾರಣೆಗೆಕ್ರಮ : ಭರವಸೆ: [110, 736, 500, 761]
